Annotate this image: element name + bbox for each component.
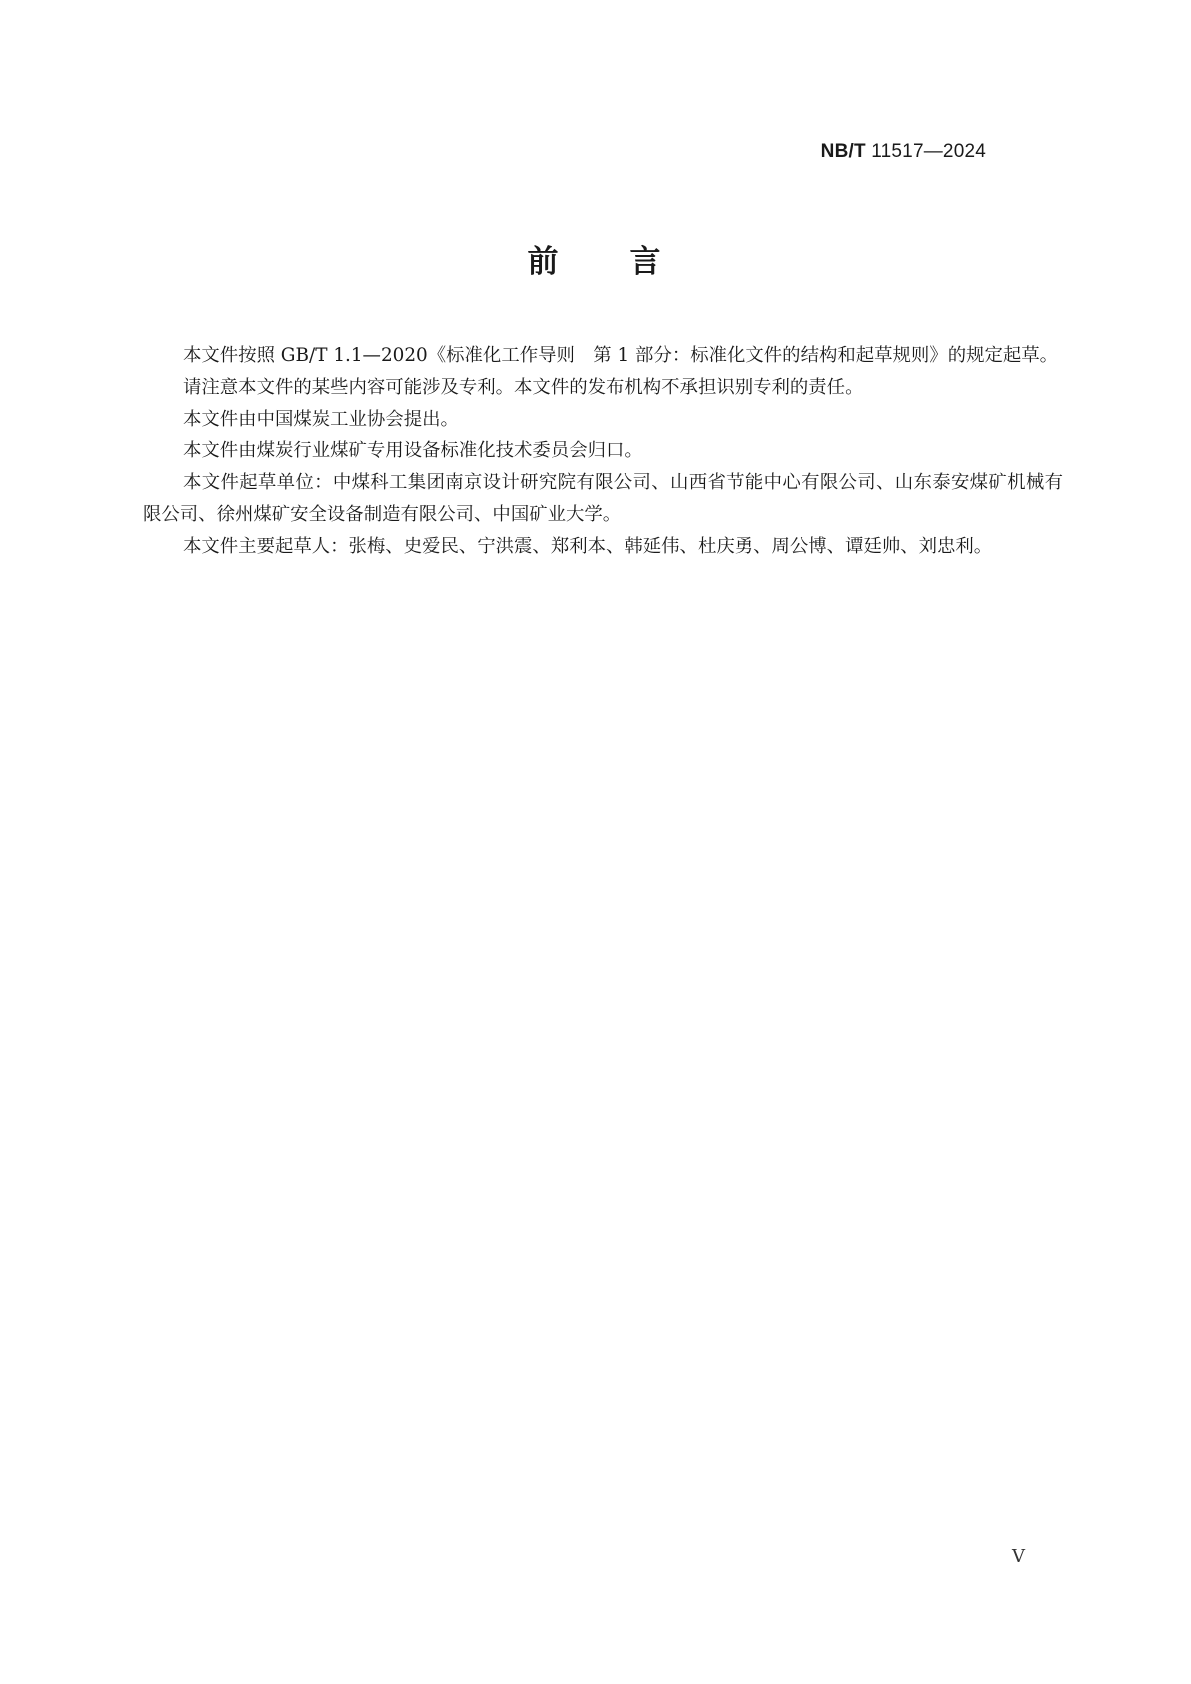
standard-number (821, 141, 986, 163)
paragraph-committee: 本文件由煤炭行业煤矿专用设备标准化技术委员会归口。 (183, 440, 643, 462)
preface-body (143, 340, 1063, 563)
paragraph-drafting-units: 本文件起草单位：中煤科工集团南京设计研究院有限公司、山西省节能中心有限公司、山东泰安煤矿机械有限公司、徐州煤矿安全设备制造有限公司、中国矿业大学。 (143, 472, 1063, 525)
paragraph-patent-notice: 请注意本文件的某些内容可能涉及专利。本文件的发布机构不承担识别专利的责任。 (183, 376, 864, 398)
page-number: V (1012, 1546, 1025, 1567)
paragraph-drafting-rules: 本文件按照 GB/T 1.1—2020《标准化工作导则 第 1 部分：标准化文件的结构和起草规则》的规定起草。 (183, 345, 1059, 366)
standard-code: 11517—2024 (871, 141, 986, 162)
paragraph-drafters: 本文件主要起草人：张梅、史爱民、宁洪震、郑利本、韩延伟、杜庆勇、周公博、谭廷帅、刘忠利。 (183, 535, 993, 557)
standard-prefix: NB/T (820, 141, 866, 162)
paragraph-proposer: 本文件由中国煤炭工业协会提出。 (183, 408, 459, 430)
page-title: 前 言 (527, 244, 664, 280)
